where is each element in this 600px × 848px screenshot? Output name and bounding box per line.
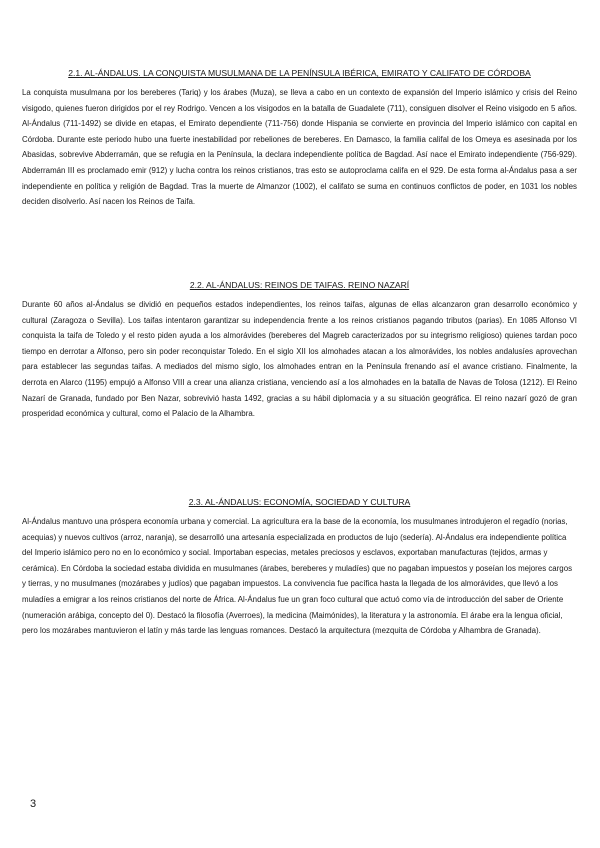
section-title: 2.2. AL-ÁNDALUS: REINOS DE TAIFAS. REINO NAZARÍ xyxy=(189,280,410,290)
section-body: Al-Ándalus mantuvo una próspera economía urbana y comercial. La agricultura era la base de la economía, los musulmanes introdujeron el regadío (norias, acequias) y nuevos cultivos (arroz, naranja), se desarrolló una artesanía especializada en productos de lujo (sedería). Al-Ándalus era independiente política del Imperio islámico pero no en lo económico y social. Importaban especias, metales preciosos y esclavos, exportaban manufacturas (tejidos, armas y cerámica). En Córdoba la sociedad estaba dividida en musulmanes (árabes, bereberes y muladíes) que no pagaban impuestos y poseían los mejores cargos y tierras, y no musulmanes (mozárabes y judíos) que pagaban impuestos. La convivencia fue pacífica hasta la llegada de los almorávides, que llevó a los muladíes a emigrar a los reinos cristianos del norte de África. Al-Ándalus fue un gran foco cultural que actuó como vía de introducción del saber de Oriente (numeración arábiga, concepto del 0). Destacó la filosofía (Averroes), la medicina (Maimónides), la literatura y la astronomía. El árabe era la lengua oficial, pero los mozárabes mantuvieron el latín y más tarde las lenguas romances. Destacó la arquitectura (mezquita de Córdoba y Alhambra de Granada). xyxy=(22,517,573,636)
page-number: 3 xyxy=(30,798,37,810)
section-body: La conquista musulmana por los bereberes (Tariq) y los árabes (Muza), se lleva a cabo en un contexto de expansión del Imperio islámico y crisis del Reino visigodo, quienes fueron dirigidos por el rey Rodrigo. Vencen a los visigodos en la batalla de Guadalete (711), consiguen disolver el Reino visigodo en 5 años. Al-Ándalus (711-1492) se divide en etapas, el Emirato dependiente (711-756) donde Hispania se convierte en provincia del Imperio islámico con capital en Córdoba. Durante este periodo hubo una fuerte inestabilidad por rebeliones de bereberes. En Damasco, la familia califal de los Omeya es asesinada por los Abasidas, sobrevive Abderramán, que se refugia en la Península, la declara independiente política de Bagdad. Así nace el Emirato independiente (756-929). Abderramán III es proclamado emir (912) y lucha contra los reinos cristianos, tras esto se autoproclama califa en el 929. De esta forma al-Ándalus pasa a ser independiente en política y religión de Bagdad. Tras la muerte de Almanzor (1002), el califato se suma en continuos conflictos de poder, en 1031 los nobles deciden disolverlo. Así nacen los Reinos de Taifa. xyxy=(22,88,577,207)
section-body: Durante 60 años al-Ándalus se dividió en pequeños estados independientes, los reinos taifas, algunas de ellas alcanzaron gran desarrollo económico y cultural (Zaragoza o Sevilla). Los taifas intentaron garantizar su independencia frente a los reinos cristianos pagando tributos (parias). En 1085 Alfonso VI conquista la taifa de Toledo y el resto piden ayuda a los almorávides (bereberes del Magreb caracterizados por su integrismo religioso) quienes tardan poco tiempo en derrotar a Alfonso, pero sin poder reconquistar Toledo. En el siglo XII los almohades atacan a los almorávides, los nobles andalusíes aprovechan para establecer las segundas taifas. A mediados del mismo siglo, los almohades entran en la Península frenando así el avance cristiano. Finalmente, la derrota en Alarco (1195) empujó a Alfonso VIII a crear una alianza cristiana, venciendo así a los almohades en la batalla de Navas de Tolosa (1212). El Reino Nazarí de Granada, fundado por Ben Nazar, sobrevivió hasta 1492, gracias a su hábil diplomacia y a su situación geográfica. El reino nazarí gozó de gran prosperidad económica y cultural, como el Palacio de la Alhambra. xyxy=(22,300,577,419)
section-economia-sociedad-cultura xyxy=(22,496,577,639)
section-title: 2.1. AL-ÁNDALUS. LA CONQUISTA MUSULMANA DE LA PENÍNSULA IBÉRICA, EMIRATO Y CALIFATO DE CÓRDOBA xyxy=(68,68,531,78)
section-reinos-de-taifas xyxy=(22,279,577,422)
section-al-andalus-conquista xyxy=(22,67,577,210)
section-title: 2.3. AL-ÁNDALUS: ECONOMÍA, SOCIEDAD Y CULTURA xyxy=(188,497,411,507)
